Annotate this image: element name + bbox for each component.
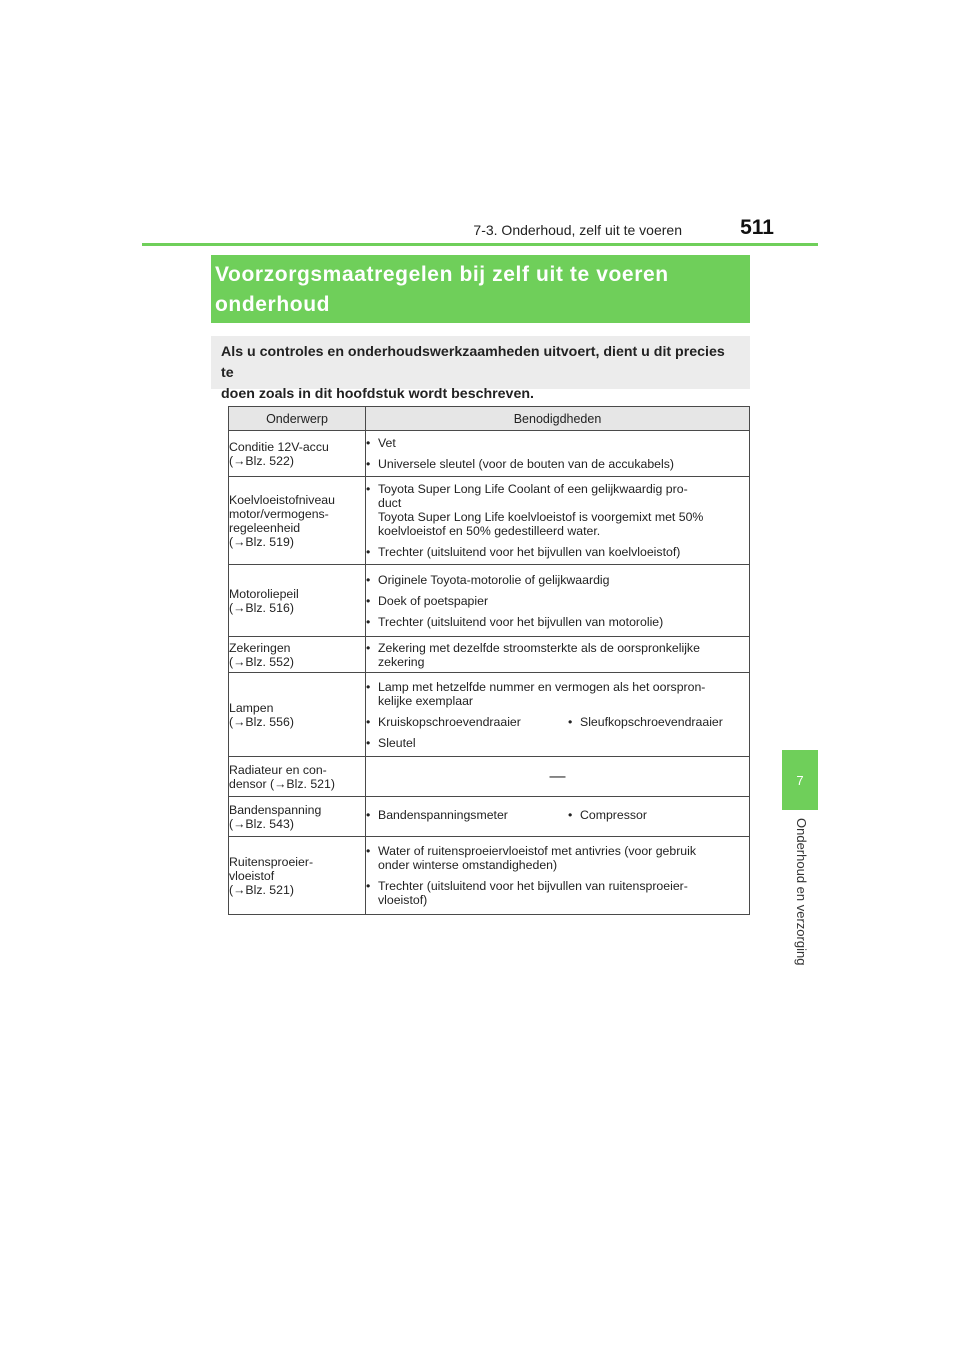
list-item: • Doek of poetspapier xyxy=(366,594,749,608)
no-requirements-dash: — xyxy=(366,757,750,797)
item-line: onder winterse omstandigheden) xyxy=(378,858,558,872)
row-requirements xyxy=(366,637,750,673)
subject-line: Lampen xyxy=(229,700,274,715)
list-item xyxy=(366,680,749,708)
list-item: • Compressor xyxy=(568,808,647,822)
subject-page-ref: (→Blz. 522) xyxy=(229,453,294,468)
banner-line-1: Voorzorgsmaatregelen bij zelf uit te voeren xyxy=(215,263,669,286)
header-rule xyxy=(142,243,818,246)
subject-page-ref: (→Blz. 519) xyxy=(229,534,294,549)
table-header-row xyxy=(229,407,750,431)
page-number: 511 xyxy=(740,216,774,239)
list-item: • Trechter (uitsluitend voor het bijvullen van koelvloeistof) xyxy=(366,545,749,559)
item-line: zekering xyxy=(378,654,425,669)
row-requirements xyxy=(366,797,750,837)
subject-line: vloeistof xyxy=(229,868,275,883)
list-item: • Kruiskopschroevendraaier xyxy=(366,715,568,729)
subject-page-ref: (→Blz. 521) xyxy=(229,882,294,897)
row-requirements xyxy=(366,837,750,915)
item-line: • Toyota Super Long Life Coolant of een gelijkwaardig pro- xyxy=(378,482,688,496)
subject-line: Conditie 12V-accu xyxy=(229,439,329,454)
subject-line: Zekeringen xyxy=(229,640,291,655)
subject-page-ref: (→Blz. 516) xyxy=(229,600,294,615)
item-line: duct xyxy=(378,496,402,510)
list-item: • Universele sleutel (voor de bouten van de accukabels) xyxy=(366,457,749,471)
item-line: • Zekering met dezelfde stroomsterkte als de oorspronkelijke xyxy=(378,640,700,655)
row-requirements xyxy=(366,477,750,565)
subject-page-ref: (→Blz. 552) xyxy=(229,654,294,669)
list-item: • Originele Toyota-motorolie of gelijkwaardig xyxy=(366,573,749,587)
subject-line: Koelvloeistofniveau xyxy=(229,492,335,507)
table-row xyxy=(229,797,750,837)
row-subject xyxy=(229,837,366,915)
chapter-tab: 7 xyxy=(782,750,818,810)
maintenance-items-table xyxy=(228,406,750,915)
chapter-label: Onderhoud en verzorging xyxy=(794,818,809,966)
subject-line: Ruitensproeier- xyxy=(229,854,314,869)
subject-page-ref: (→Blz. 543) xyxy=(229,816,294,831)
subject-line: regeleenheid xyxy=(229,520,301,535)
list-item xyxy=(366,641,749,669)
item-line: • Water of ruitensproeiervloeistof met antivries (voor gebruik xyxy=(378,844,697,858)
item-line: • Trechter (uitsluitend voor het bijvullen van ruitensproeier- xyxy=(378,879,688,893)
header-requirements: Benodigdheden xyxy=(366,407,750,431)
row-subject xyxy=(229,477,366,565)
section-banner xyxy=(211,255,750,323)
list-item-pair xyxy=(366,715,749,729)
list-item: • Sleutel xyxy=(366,736,749,750)
row-subject xyxy=(229,757,366,797)
row-subject xyxy=(229,797,366,837)
list-item-pair xyxy=(366,808,749,822)
table-row xyxy=(229,637,750,673)
table-row xyxy=(229,837,750,915)
table-row xyxy=(229,757,750,797)
list-item xyxy=(366,879,749,907)
banner-line-2: onderhoud xyxy=(215,293,331,316)
subject-line: Radiateur en con- xyxy=(229,762,327,777)
table-row xyxy=(229,673,750,757)
subject-page-ref: (→Blz. 556) xyxy=(229,714,294,729)
subject-line: Bandenspanning xyxy=(229,802,322,817)
item-note-line: koelvloeistof en 50% gedestilleerd water. xyxy=(378,524,601,538)
header-subject: Onderwerp xyxy=(229,407,366,431)
row-requirements xyxy=(366,431,750,477)
intro-line-1: Als u controles en onderhoudswerkzaamheden uitvoert, dient u dit precies te xyxy=(221,344,725,381)
subject-line: Motoroliepeil xyxy=(229,586,299,601)
row-requirements xyxy=(366,565,750,637)
table-row xyxy=(229,565,750,637)
subject-line: motor/vermogens- xyxy=(229,506,329,521)
list-item xyxy=(366,844,749,872)
item-line: • Lamp met hetzelfde nummer en vermogen als het oorspron- xyxy=(378,679,706,694)
item-line: kelijke exemplaar xyxy=(378,693,474,708)
row-subject xyxy=(229,637,366,673)
page-header-title: 7-3. Onderhoud, zelf uit te voeren xyxy=(473,222,682,238)
list-item: • Trechter (uitsluitend voor het bijvullen van motorolie) xyxy=(366,615,749,629)
table-row xyxy=(229,477,750,565)
list-item: • Sleufkopschroevendraaier xyxy=(568,715,723,729)
row-subject xyxy=(229,565,366,637)
row-subject xyxy=(229,431,366,477)
item-note-line: Toyota Super Long Life koelvloeistof is voorgemixt met 50% xyxy=(378,510,704,524)
list-item xyxy=(366,482,749,538)
table-row xyxy=(229,431,750,477)
intro-line-2: doen zoals in dit hoofdstuk wordt beschreven. xyxy=(221,386,534,402)
list-item: • Bandenspanningsmeter xyxy=(366,808,568,822)
row-subject xyxy=(229,673,366,757)
subject-page-ref: densor (→Blz. 521) xyxy=(229,776,335,791)
list-item: • Vet xyxy=(366,436,749,450)
intro-box xyxy=(211,336,750,402)
item-line: vloeistof) xyxy=(378,893,428,907)
row-requirements xyxy=(366,673,750,757)
